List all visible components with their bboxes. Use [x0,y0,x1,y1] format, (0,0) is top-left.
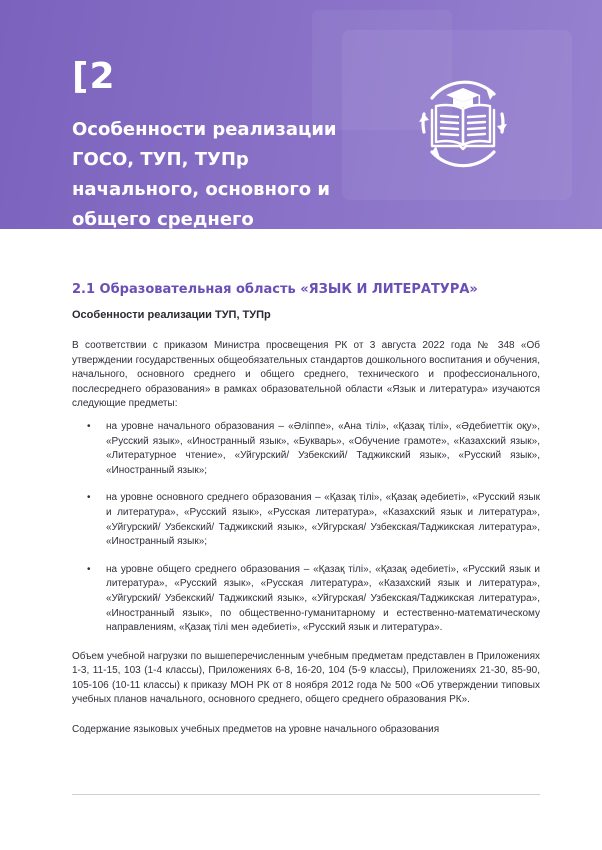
bullet-icon: • [87,492,91,504]
section-content [72,282,540,746]
list-item [72,491,540,549]
subject-list [72,420,540,636]
footer-divider [72,794,540,795]
workload-paragraph: Объем учебной нагрузки по вышеперечисленным учебным предметам представлен в Приложениях 1-3, 11-15, 103 (1-4 классы), Приложениях 6-8, 16-20, 104 (5-9 классы), Приложениях 21-30, 85-90, 105-106 (10-11 классы) к приказу МОН РК от 8 ноября 2012 года № 500 «Об утверждении типовых учебных планов начального, основного среднего, общего среднего образования РК». [72,650,540,706]
list-item [72,563,540,636]
list-item-text: на уровне общего среднего образования – «Қазақ тілі», «Қазақ әдебиеті», «Русский язык и литература», «Русский язык», «Русская литература», «Казахский язык и литература», «Уйгурский/ Узбекский/ Таджикский язык», «Уйгурская/ Узбекская/Таджикская литература», «Иностранный язык», по общественно-гуманитарному и естественно-математическому направлениям, «Қазақ тілі мен әдебиеті», «Русский язык и литература». [106,563,540,634]
open-book-graduation-cap-icon [410,70,516,176]
section-subtitle: Особенности реализации ТУП, ТУПр [72,309,271,321]
list-item-text: на уровне основного среднего образования – «Қазақ тілі», «Қазақ әдебиеті», «Русский язык и литература», «Русский язык», «Русская литература», «Казахский язык и литература», «Уйгурский/ Узбекский/ Таджикский язык», «Уйгурская/ Узбекская/Таджикская литература», «Иностранный язык»; [106,492,540,548]
intro-paragraph: В соответствии с приказом Министра просвещения РК от 3 августа 2022 года № 348 «Об утверждении государственных общеобязательных стандартов дошкольного воспитания и обучения, начального, основного среднего и общего среднего, технического и профессионального, послесреднего образования» в рамках образовательной области «Язык и литература» изучаются следующие предметы: [72,340,540,410]
section-title: 2.1 Образовательная область «ЯЗЫК И ЛИТЕРАТУРА» [72,282,478,297]
chapter-number: [2 [72,56,116,97]
list-item-text: на уровне начального образования – «Әліппе», «Ана тілі», «Қазақ тілі», «Әдебиеттік оқу», «Русский язык», «Иностранный язык», «Букварь», «Обучение грамоте», «Казахский язык», «Литературное чтение», «Уйгурский/ Узбекский/ Таджикский язык», «Русский язык», «Иностранный язык»; [106,420,540,476]
list-item [72,420,540,478]
content-paragraph: Содержание языковых учебных предметов на уровне начального образования [72,724,440,736]
bullet-icon: • [87,420,91,432]
chapter-title: Особенности реализации ГОСО, ТУП, ТУПр начального, основного и общего среднего образования [72,119,337,260]
chapter-banner [0,0,602,260]
bullet-icon: • [87,563,91,575]
